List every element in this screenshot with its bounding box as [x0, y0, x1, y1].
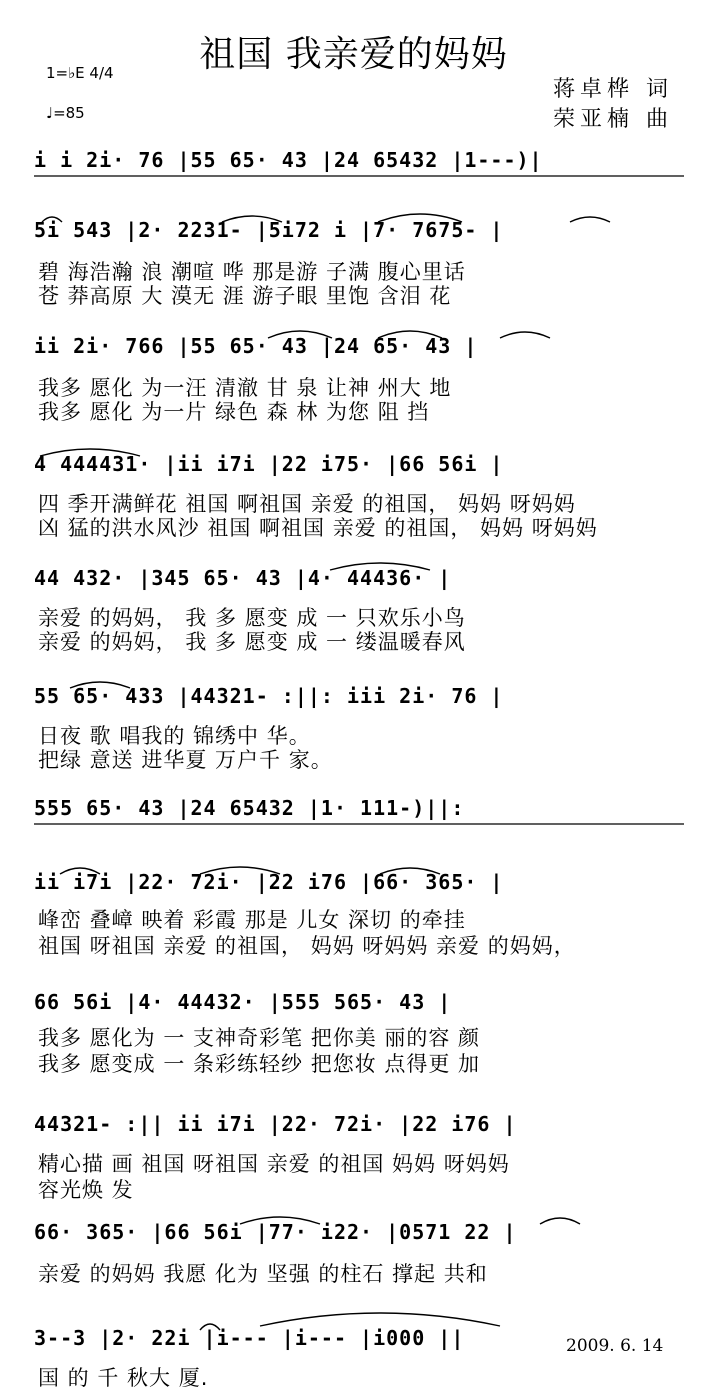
notation-line-1: i i 2i· 76 |55 65· 43 |24 65432 |1---)|	[34, 148, 543, 172]
lyric-line-4a: 四 季开满鲜花 祖国 啊祖国 亲爱 的祖国， 妈妈 呀妈妈	[38, 492, 576, 516]
song-title: 祖国 我亲爱的妈妈	[199, 34, 508, 75]
lyricist-credit: 蒋卓桦 词	[553, 77, 673, 102]
lyric-line-10a: 精心描 画 祖国 呀祖国 亲爱 的祖国 妈妈 呀妈妈	[38, 1152, 510, 1176]
notation-line-3: ii 2i· 766 |55 65· 43 |24 65· 43 |	[34, 334, 478, 358]
notation-line-5: 44 432· |345 65· 43 |4· 44436· |	[34, 566, 452, 590]
notation-line-12: 3--3 |2· 22i |i--- |i--- |i000 ||	[34, 1326, 465, 1350]
tempo-marking: ♩=85	[46, 104, 85, 122]
composer-credit: 荣亚楠 曲	[553, 107, 673, 132]
notation-line-8: ii i7i |22· 72i· |22 i76 |66· 365· |	[34, 870, 504, 894]
notation-line-10: 44321- :|| ii i7i |22· 72i· |22 i76 |	[34, 1112, 517, 1136]
lyric-line-4b: 凶 猛的洪水风沙 祖国 啊祖国 亲爱 的祖国， 妈妈 呀妈妈	[38, 516, 598, 540]
lyric-line-2b: 苍 莽高原 大 漠无 涯 游子眼 里饱 含泪 花	[38, 284, 452, 308]
notation-line-6: 55 65· 433 |44321- :||: iii 2i· 76 |	[34, 684, 504, 708]
lyric-line-6a: 日夜 歌 唱我的 锦绣中 华。	[38, 724, 311, 748]
lyric-line-2a: 碧 海浩瀚 浪 潮喧 哗 那是游 子满 腹心里话	[38, 260, 466, 284]
notation-line-9: 66 56i |4· 44432· |555 565· 43 |	[34, 990, 452, 1014]
lyric-line-3b: 我多 愿化 为一片 绿色 森 林 为您 阻 挡	[38, 400, 430, 424]
lyric-line-10b: 容光焕 发	[38, 1178, 134, 1202]
lyric-line-8a: 峰峦 叠嶂 映着 彩霞 那是 儿女 深切 的牵挂	[38, 908, 466, 932]
notation-line-4: 4 444431· |ii i7i |22 i75· |66 56i |	[34, 452, 504, 476]
notation-line-11: 66· 365· |66 56i |77· i22· |0571 22 |	[34, 1220, 517, 1244]
lyric-line-12a: 国 的 千 秋大 厦.	[38, 1366, 209, 1390]
notation-line-7: 555 65· 43 |24 65432 |1· 111-)||:	[34, 796, 465, 820]
date-stamp: 2009. 6. 14	[566, 1336, 664, 1356]
lyric-line-3a: 我多 愿化 为一汪 清澈 甘 泉 让神 州大 地	[38, 376, 452, 400]
lyric-line-5a: 亲爱 的妈妈， 我 多 愿变 成 一 只欢乐小鸟	[38, 606, 466, 630]
lyric-line-6b: 把绿 意送 进华夏 万户千 家。	[38, 748, 333, 772]
lyric-line-9a: 我多 愿化为 一 支神奇彩笔 把你美 丽的容 颜	[38, 1026, 481, 1050]
lyric-line-5b: 亲爱 的妈妈， 我 多 愿变 成 一 缕温暖春风	[38, 630, 466, 654]
notation-line-2: 5i 543 |2· 2231- |5i72 i |7· 7675- |	[34, 218, 504, 242]
lyric-line-11a: 亲爱 的妈妈 我愿 化为 坚强 的柱石 撑起 共和	[38, 1262, 488, 1286]
key-signature: 1=♭E 4/4	[46, 64, 114, 82]
lyric-line-8b: 祖国 呀祖国 亲爱 的祖国， 妈妈 呀妈妈 亲爱 的妈妈，	[38, 934, 576, 958]
lyric-line-9b: 我多 愿变成 一 条彩练轻纱 把您妆 点得更 加	[38, 1052, 481, 1076]
